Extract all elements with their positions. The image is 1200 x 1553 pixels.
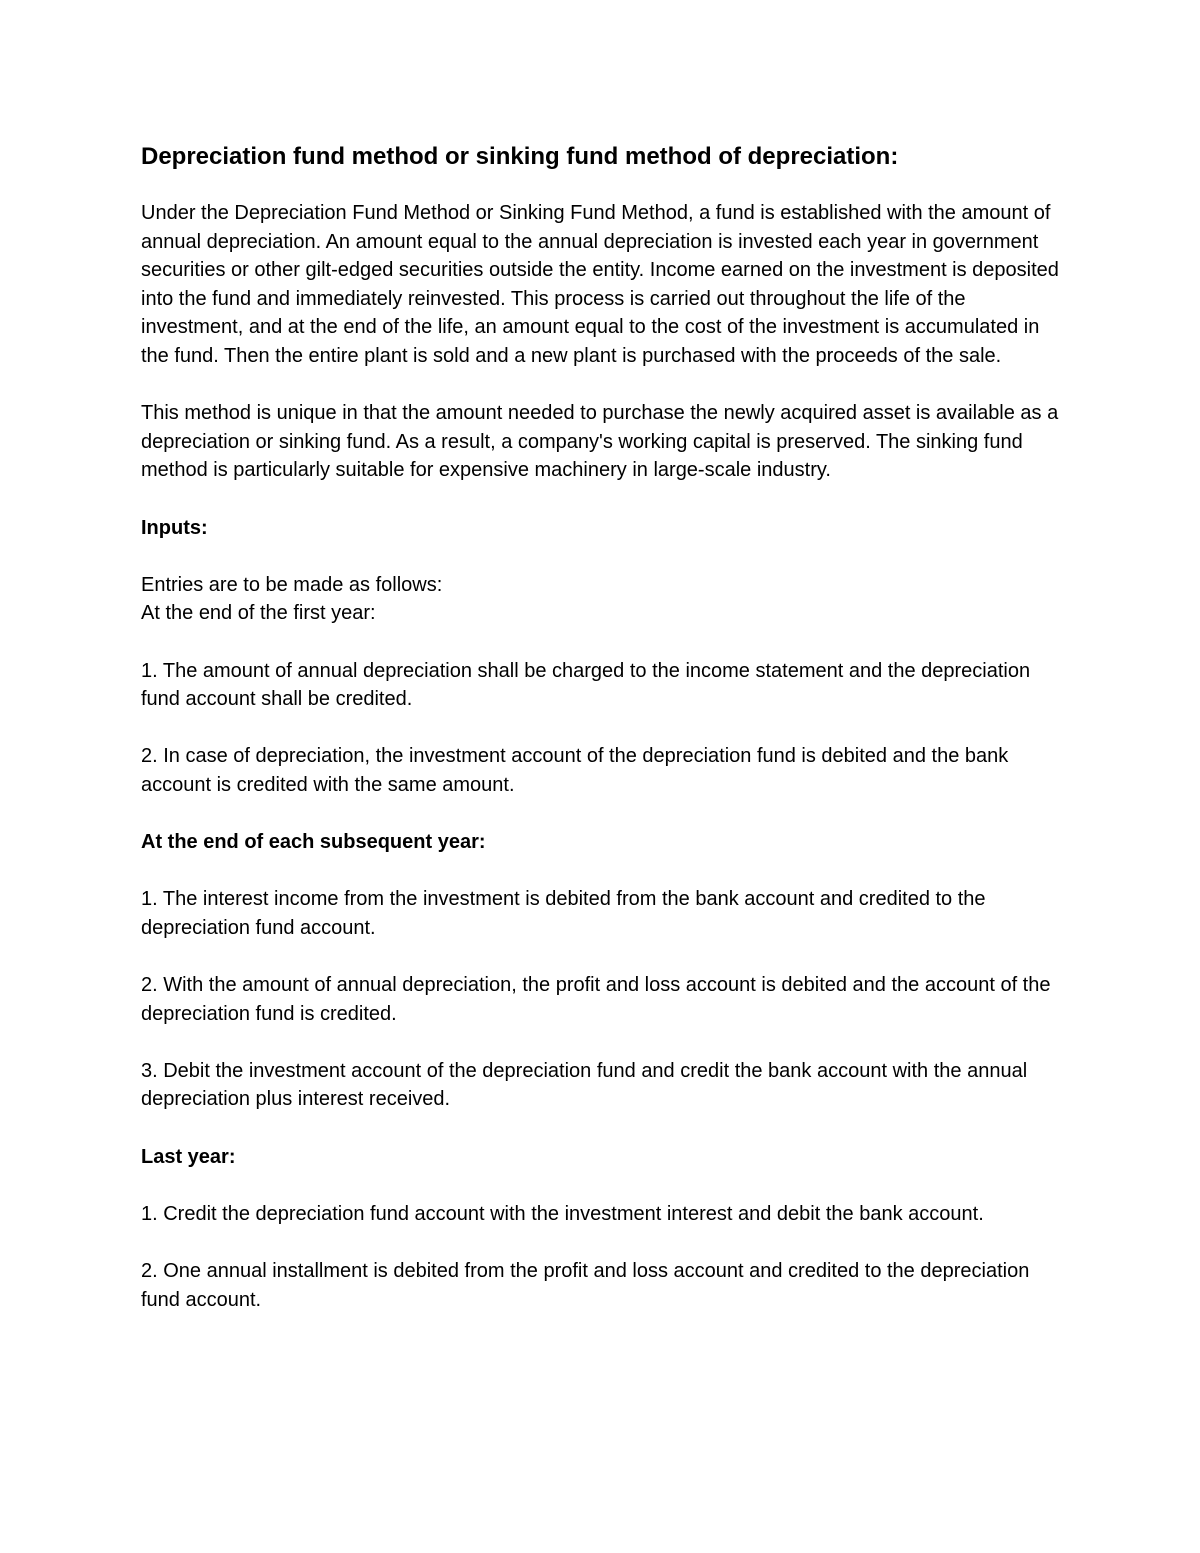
intro-paragraph-1: Under the Depreciation Fund Method or Sinking Fund Method, a fund is established with the amount of annual depreciation. An amount equal to the annual depreciation is invested each year in government securities or other gilt-edged securities outside the entity. Income earned on the investment is deposited into the fund and immediately reinvested. This process is carried out throughout the life of the investment, and at the end of the life, an amount equal to the cost of the investment is accumulated in the fund. Then the entire plant is sold and a new plant is purchased with the proceeds of the sale. bbox=[141, 202, 1059, 367]
subsequent-item-2: 2. With the amount of annual depreciation, the profit and loss account is debited and the account of the depreciation fund is credited. bbox=[141, 974, 1051, 1025]
entries-intro: Entries are to be made as follows: bbox=[141, 573, 443, 596]
first-year-item-1: 1. The amount of annual depreciation shall be charged to the income statement and the depreciation fund account shall be credited. bbox=[141, 659, 1031, 711]
inputs-heading: Inputs: bbox=[141, 516, 208, 539]
first-year-label: At the end of the first year: bbox=[141, 602, 376, 625]
document-title: Depreciation fund method or sinking fund method of depreciation: bbox=[141, 143, 899, 170]
intro-paragraph-2: This method is unique in that the amount needed to purchase the newly acquired asset is available as a depreciation or sinking fund. As a result, a company's working capital is preserved. The sinking fund method is particularly suitable for expensive machinery in large-scale industry. bbox=[141, 402, 1059, 482]
document-page bbox=[141, 142, 1061, 1343]
last-year-item-2: 2. One annual installment is debited from the profit and loss account and credited to the depreciation fund account. bbox=[141, 1259, 1030, 1311]
last-year-heading: Last year: bbox=[141, 1145, 236, 1168]
first-year-item-2: 2. In case of depreciation, the investment account of the depreciation fund is debited and the bank account is credited with the same amount. bbox=[141, 745, 1009, 796]
subsequent-item-3: 3. Debit the investment account of the depreciation fund and credit the bank account with the annual depreciation plus interest received. bbox=[141, 1059, 1028, 1111]
subsequent-year-heading: At the end of each subsequent year: bbox=[141, 831, 486, 854]
last-year-item-1: 1. Credit the depreciation fund account with the investment interest and debit the bank account. bbox=[141, 1202, 984, 1225]
subsequent-item-1: 1. The interest income from the investment is debited from the bank account and credited to the depreciation fund account. bbox=[141, 888, 986, 939]
